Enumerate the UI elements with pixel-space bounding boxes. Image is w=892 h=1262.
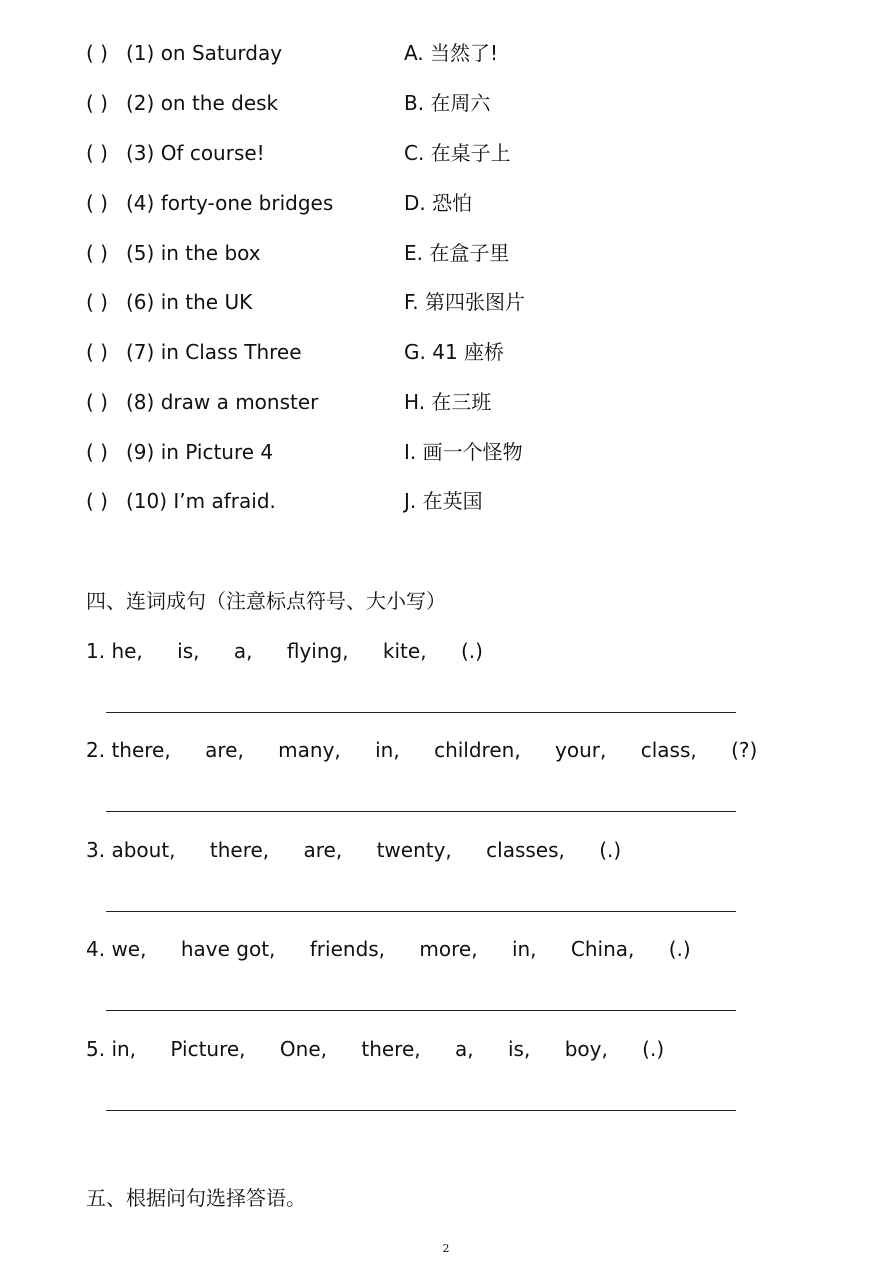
word-token: boy,	[564, 1037, 608, 1061]
word-token: is,	[177, 639, 200, 663]
match-row	[86, 88, 806, 118]
phrase-chinese: B. 在周六	[404, 91, 491, 115]
word-token: there,	[209, 838, 270, 862]
answer-bracket: ( )	[86, 141, 108, 165]
phrase-english: (9) in Picture 4	[126, 440, 274, 464]
question-1	[86, 636, 511, 666]
word-token: a,	[455, 1037, 474, 1061]
match-left	[86, 38, 282, 68]
match-row	[86, 437, 806, 467]
word-token: about,	[111, 838, 176, 862]
word-token: (.)	[599, 838, 622, 862]
phrase-english: (2) on the desk	[126, 91, 279, 115]
word-token: there,	[361, 1037, 421, 1061]
phrase-english: (8) draw a monster	[126, 390, 319, 414]
phrase-english: (6) in the UK	[126, 290, 253, 314]
question-number: 3.	[86, 838, 106, 862]
word-token: we,	[111, 937, 147, 961]
phrase-chinese: H. 在三班	[404, 390, 492, 414]
answer-bracket: ( )	[86, 390, 108, 414]
answer-bracket: ( )	[86, 340, 108, 364]
word-token: in,	[111, 1037, 137, 1061]
match-left	[86, 486, 276, 516]
answer-bracket: ( )	[86, 290, 108, 314]
answer-bracket: ( )	[86, 489, 108, 513]
word-token: in,	[375, 738, 400, 762]
phrase-chinese: F. 第四张图片	[404, 290, 526, 314]
question-number: 5.	[86, 1037, 106, 1061]
phrase-english: (3) Of course!	[126, 141, 265, 165]
word-token: a,	[233, 639, 253, 663]
word-token: children,	[434, 738, 521, 762]
phrase-chinese: J. 在英国	[404, 489, 483, 513]
word-token: (?)	[731, 738, 758, 762]
phrase-english: (1) on Saturday	[126, 41, 283, 65]
match-left	[86, 337, 302, 367]
answer-bracket: ( )	[86, 191, 108, 215]
answer-bracket: ( )	[86, 241, 108, 265]
word-token: in,	[511, 937, 537, 961]
word-token: (.)	[668, 937, 691, 961]
match-row	[86, 238, 806, 268]
answer-bracket: ( )	[86, 440, 108, 464]
phrase-english: (5) in the box	[126, 241, 261, 265]
word-token: (.)	[460, 639, 483, 663]
answer-line[interactable]	[106, 712, 736, 713]
question-number: 4.	[86, 937, 106, 961]
match-left	[86, 88, 278, 118]
word-token: is,	[507, 1037, 531, 1061]
word-token: have got,	[180, 937, 276, 961]
match-left	[86, 188, 333, 218]
phrase-chinese: I. 画一个怪物	[404, 440, 523, 464]
word-token: kite,	[382, 639, 427, 663]
phrase-chinese: G. 41 座桥	[404, 340, 505, 364]
word-token: he,	[111, 639, 143, 663]
word-token: China,	[570, 937, 635, 961]
match-row	[86, 138, 806, 168]
match-row	[86, 387, 806, 417]
phrase-chinese: E. 在盒子里	[404, 241, 510, 265]
match-row	[86, 38, 806, 68]
match-left	[86, 387, 318, 417]
match-row	[86, 188, 806, 218]
answer-line[interactable]	[106, 811, 736, 812]
phrase-english: (7) in Class Three	[126, 340, 302, 364]
answer-line[interactable]	[106, 1010, 736, 1011]
word-token: many,	[278, 738, 341, 762]
section-4-title: 四、连词成句（注意标点符号、大小写）	[86, 589, 446, 613]
phrase-chinese: D. 恐怕	[404, 191, 473, 215]
match-left	[86, 437, 273, 467]
word-token: One,	[279, 1037, 327, 1061]
word-token: twenty,	[376, 838, 452, 862]
phrase-chinese: C. 在桌子上	[404, 141, 511, 165]
answer-line[interactable]	[106, 1110, 736, 1111]
phrase-english: (10) I’m afraid.	[126, 489, 276, 513]
question-4	[86, 934, 719, 964]
word-token: flying,	[286, 639, 349, 663]
question-number: 1.	[86, 639, 106, 663]
word-token: are,	[303, 838, 343, 862]
answer-bracket: ( )	[86, 41, 108, 65]
word-token: are,	[205, 738, 244, 762]
word-token: more,	[419, 937, 478, 961]
question-2	[86, 735, 785, 765]
question-5	[86, 1034, 692, 1064]
word-token: class,	[640, 738, 697, 762]
word-token: friends,	[309, 937, 386, 961]
phrase-english: (4) forty-one bridges	[126, 191, 334, 215]
page-number: 2	[442, 1242, 450, 1255]
answer-line[interactable]	[106, 911, 736, 912]
match-row	[86, 486, 806, 516]
match-row	[86, 287, 806, 317]
word-token: classes,	[486, 838, 565, 862]
answer-bracket: ( )	[86, 91, 108, 115]
question-3	[86, 835, 649, 865]
word-token: Picture,	[170, 1037, 246, 1061]
word-token: your,	[555, 738, 607, 762]
match-left	[86, 138, 265, 168]
word-token: there,	[111, 738, 171, 762]
match-left	[86, 287, 252, 317]
match-row	[86, 337, 806, 367]
section-5-title: 五、根据问句选择答语。	[86, 1186, 306, 1210]
phrase-chinese: A. 当然了!	[404, 41, 499, 65]
word-token: (.)	[642, 1037, 665, 1061]
question-number: 2.	[86, 738, 106, 762]
match-left	[86, 238, 261, 268]
